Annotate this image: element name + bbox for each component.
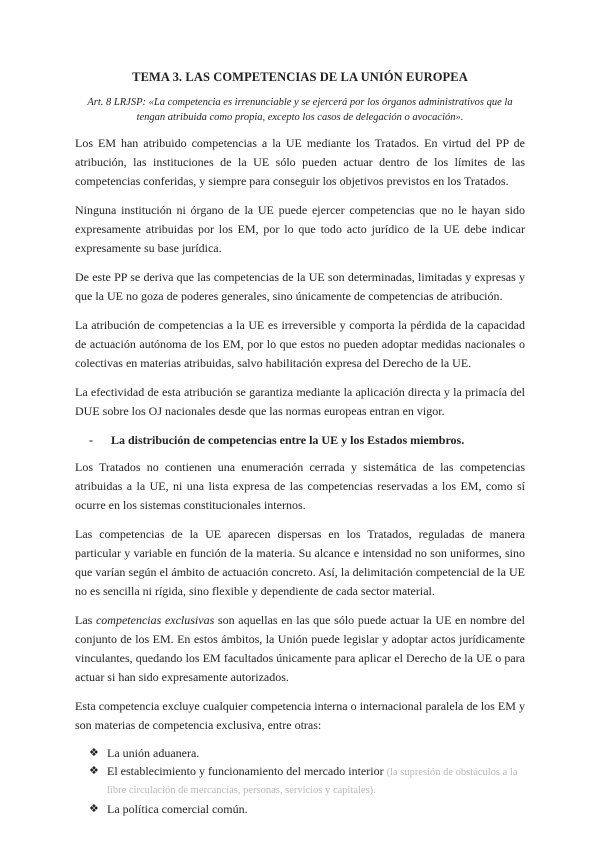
- list-item-text: [107, 763, 525, 799]
- epigraph-quote: Art. 8 LRJSP: «La competencia es irrenunciable y se ejercerá por los órganos administrativos que la tengan atribuida como propia, excepto los casos de delegación o avocación».: [87, 97, 513, 123]
- paragraph-intro-5: La efectividad de esta atribución se garantiza mediante la aplicación directa y la primacía del DUE sobre los OJ nacionales desde que las normas europeas entran en vigor.: [75, 385, 525, 418]
- list-item: [89, 763, 525, 799]
- exclusive-before: Las: [75, 613, 96, 627]
- list-item-text: La unión aduanera.: [107, 746, 200, 760]
- paragraph-exclusive: [75, 611, 525, 687]
- exclusive-after: son aquellas en las que sólo puede actuar la UE en nombre del conjunto de los EM. En estos ámbitos, la Unión puede legislar y adoptar actos jurídicamente vinculantes, quedando los EM facultados únicamente para aplicar el Derecho de la UE o para actuar si han sido expresamente autorizados.: [75, 613, 526, 684]
- section-heading-text: La distribución de competencias entre la UE y los Estados miembros.: [111, 433, 465, 447]
- list-item-main: El establecimiento y funcionamiento del mercado interior: [107, 764, 387, 778]
- list-item: [89, 745, 525, 761]
- paragraph-list-intro: Esta competencia excluye cualquier competencia interna o internacional paralela de los EM y son materias de competencia exclusiva, entre otras:: [75, 699, 525, 732]
- exclusive-term: competencias exclusivas: [95, 613, 215, 627]
- list-item-text: La política comercial común.: [107, 802, 248, 816]
- diamond-bullet-icon: ❖: [89, 802, 99, 815]
- paragraph-section-1: Los Tratados no contienen una enumeración cerrada y sistemática de las competencias atribuidas a la UE, ni una lista expresa de las competencias reservadas a los EM, como sí ocurre en los sistemas constitucionales internos.: [75, 460, 525, 512]
- paragraph-intro-1: Los EM han atribuido competencias a la UE mediante los Tratados. En virtud del PP de atribución, las instituciones de la UE sólo pueden actuar dentro de los límites de las competencias conferidas, y siempre para conseguir los objetivos previstos en los Tratados.: [75, 136, 525, 188]
- section-dash: -: [89, 433, 93, 447]
- diamond-bullet-icon: ❖: [89, 746, 99, 759]
- page-title: TEMA 3. LAS COMPETENCIAS DE LA UNIÓN EUROPEA: [132, 70, 468, 84]
- list-item-note: (la supresión de obstáculos a la libre circulación de mercancías, personas, servicios y capitales).: [107, 767, 518, 796]
- section-heading: [89, 431, 525, 450]
- paragraph-intro-4: La atribución de competencias a la UE es irreversible y comporta la pérdida de la capacidad de actuación autónoma de los EM, por lo que estos no pueden adoptar medidas nacionales o colectivas en materias atribuidas, salvo habilitación expresa del Derecho de la UE.: [75, 318, 525, 370]
- paragraph-intro-2: Ninguna institución ni órgano de la UE puede ejercer competencias que no le hayan sido expresamente atribuidas por los EM, por lo que todo acto jurídico de la UE debe indicar expresamente su base jurídica.: [75, 203, 525, 255]
- paragraph-intro-3: De este PP se deriva que las competencias de la UE son determinadas, limitadas y expresas y que la UE no goza de poderes generales, sino únicamente de competencias de atribución.: [75, 270, 525, 303]
- paragraph-section-2: Las competencias de la UE aparecen dispersas en los Tratados, reguladas de manera particular y variable en función de la materia. Su alcance e intensidad no son uniformes, sino que varían según el ámbito de actuación concreto. Así, la delimitación competencial de la UE no es sencilla ni rígida, sino flexible y dependiente de cada sector material.: [75, 527, 525, 598]
- diamond-bullet-icon: ❖: [89, 764, 99, 777]
- exclusive-list: [75, 745, 525, 817]
- list-item: [89, 801, 525, 817]
